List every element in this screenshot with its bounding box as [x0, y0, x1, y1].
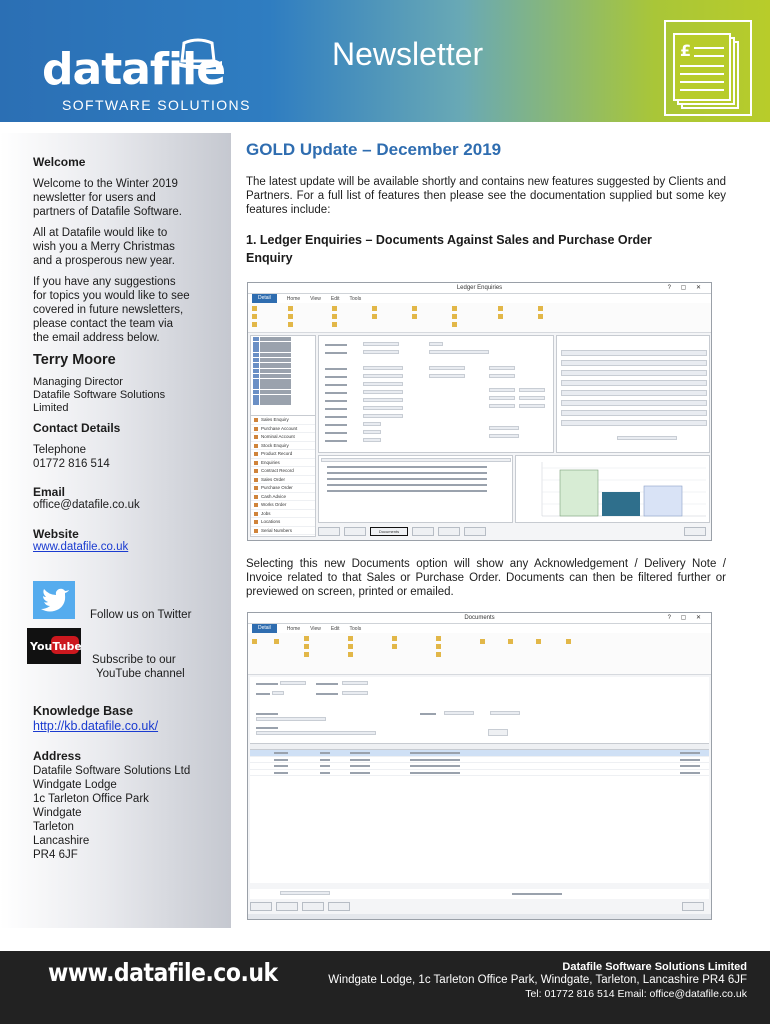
order-chart [515, 455, 710, 523]
welcome-paragraph-1 [33, 177, 182, 219]
ribbon-button[interactable] [304, 644, 338, 650]
chart-bar [560, 470, 598, 516]
form-field[interactable] [280, 681, 306, 685]
ribbon-tab[interactable]: Home [286, 625, 301, 632]
form-field[interactable] [561, 350, 707, 356]
window-title-text: Ledger Enquiries [456, 285, 503, 291]
nav-item[interactable]: Locations [251, 518, 315, 527]
form-field[interactable] [363, 366, 403, 370]
field-label [325, 416, 347, 418]
ribbon-tab[interactable]: Detail [252, 624, 277, 633]
brand-logo: datafile [42, 44, 226, 95]
ribbon-tab[interactable]: Detail [252, 294, 277, 303]
nav-item[interactable]: Purchase Account [251, 425, 315, 434]
ribbon-toolbar [248, 303, 711, 333]
welcome-p2-line: and a prosperous new year. [33, 255, 175, 267]
address-line: Datafile Software Solutions Ltd [33, 765, 191, 777]
ribbon-button[interactable] [304, 636, 338, 642]
nav-item[interactable]: Stock Enquiry [251, 442, 315, 451]
window-controls: ? ▢ ✕ [667, 285, 705, 291]
ribbon-button[interactable] [252, 639, 270, 645]
list-item[interactable] [253, 347, 313, 352]
ribbon-button[interactable] [498, 306, 532, 312]
address-heading: Address [33, 749, 82, 763]
email-address[interactable]: office@datafile.co.uk [33, 499, 140, 511]
address-line: PR4 6JF [33, 849, 78, 861]
nav-item[interactable]: Jobs [251, 510, 315, 519]
ribbon-button[interactable] [538, 314, 572, 320]
documents-description: Selecting this new Documents option will show any Acknowledgement / Delivery Note / Invoice related to that Sales or Purchase Order. Documents can then be filtered further or previewed on screen, printed or emailed. [246, 558, 726, 598]
field-label [325, 368, 347, 370]
grid-row[interactable] [327, 472, 487, 474]
ribbon-button[interactable] [348, 652, 382, 658]
form-field[interactable] [256, 731, 376, 735]
ribbon-button[interactable] [274, 639, 292, 645]
ribbon-button[interactable] [392, 644, 426, 650]
website-label: Website [33, 527, 79, 541]
list-item[interactable] [253, 374, 313, 379]
field-label [512, 893, 562, 895]
footer-contact: Tel: 01772 816 514 Email: office@datafile.co.uk [525, 988, 747, 1000]
form-field[interactable] [429, 374, 465, 378]
field-label [325, 352, 347, 354]
form-field[interactable] [429, 350, 489, 354]
form-field[interactable] [363, 430, 381, 434]
field-label [325, 344, 347, 346]
field-label [316, 693, 338, 695]
form-field[interactable] [363, 406, 403, 410]
welcome-p2-line: wish you a Merry Christmas [33, 241, 175, 253]
form-field[interactable] [489, 434, 519, 438]
form-field[interactable] [489, 396, 515, 400]
form-field[interactable] [363, 342, 399, 346]
section-heading-line: 1. Ledger Enquiries – Documents Against Sales and Purchase Order [246, 233, 652, 247]
person-title [33, 376, 165, 415]
list-item[interactable] [253, 342, 313, 347]
ledger-enquiries-screenshot [247, 282, 712, 541]
field-label [325, 424, 347, 426]
intro-paragraph: The latest update will be available shortly and contains new features suggested by Clients and Partners. For a full list of features then please see the documentation supplied but some key features include: [246, 176, 726, 216]
ribbon-tab[interactable]: Edit [330, 295, 340, 302]
email-label: Email [33, 485, 66, 499]
ribbon-tab[interactable]: Tools [349, 625, 362, 632]
form-field[interactable] [561, 420, 707, 426]
form-field[interactable] [490, 711, 520, 715]
brand-subtitle: SOFTWARE SOLUTIONS [62, 97, 251, 113]
form-field[interactable] [617, 436, 677, 440]
form-field[interactable] [280, 891, 330, 895]
ribbon-button[interactable] [538, 306, 572, 312]
grid-row[interactable] [327, 484, 487, 486]
youtube-icon[interactable] [27, 628, 81, 664]
knowledge-base-heading: Knowledge Base [33, 704, 134, 718]
ribbon-button[interactable] [372, 306, 406, 312]
memo-panel [556, 335, 710, 453]
form-field[interactable] [561, 360, 707, 366]
ribbon-button[interactable] [288, 314, 322, 320]
action-buttons [318, 526, 710, 538]
youtube-text[interactable] [92, 653, 185, 681]
field-label [420, 713, 436, 715]
list-item[interactable] [253, 395, 313, 400]
welcome-p1-line: Welcome to the Winter 2019 [33, 178, 178, 190]
ribbon-button[interactable] [508, 639, 528, 645]
ribbon-button[interactable] [452, 322, 486, 328]
address-line: Tarleton [33, 821, 74, 833]
ribbon-button[interactable] [304, 652, 338, 658]
ribbon-button[interactable] [372, 314, 406, 320]
address-line: Windgate Lodge [33, 779, 117, 791]
twitter-icon[interactable] [33, 581, 75, 619]
ribbon-button[interactable] [332, 322, 366, 328]
form-field[interactable] [489, 426, 519, 430]
article-title: GOLD Update – December 2019 [246, 140, 502, 159]
toolbar-button[interactable] [250, 902, 272, 911]
toolbar-button[interactable] [276, 902, 298, 911]
form-field[interactable] [363, 382, 403, 386]
section-heading-line: Enquiry [246, 251, 293, 265]
youtube-text-line: Subscribe to our [92, 654, 176, 666]
welcome-p3-line: the email address below. [33, 332, 160, 344]
ribbon-button[interactable] [252, 322, 286, 328]
nav-item[interactable]: Serial Numbers [251, 527, 315, 536]
list-item[interactable] [253, 369, 313, 374]
welcome-p2-line: All at Datafile would like to [33, 227, 168, 239]
ribbon-button[interactable] [332, 306, 366, 312]
ribbon-button[interactable] [452, 306, 486, 312]
ribbon-button[interactable] [252, 306, 286, 312]
nav-item[interactable]: Nominal Account [251, 433, 315, 442]
ribbon-button[interactable] [480, 639, 500, 645]
footer-address: Windgate Lodge, 1c Tarleton Office Park, Windgate, Tarleton, Lancashire PR4 6JF [328, 974, 747, 986]
action-buttons [250, 901, 709, 913]
ribbon-button[interactable] [288, 322, 322, 328]
chart-bar [644, 486, 682, 516]
field-label [256, 683, 278, 685]
ribbon-button[interactable] [436, 652, 470, 658]
telephone-label: Telephone [33, 444, 87, 456]
field-label [325, 440, 347, 442]
person-title-line: Managing Director [33, 376, 123, 388]
ribbon-button[interactable] [252, 314, 286, 320]
form-field[interactable] [342, 681, 368, 685]
list-item[interactable] [253, 358, 313, 363]
form-field[interactable] [489, 404, 515, 408]
address-line: Windgate [33, 807, 82, 819]
toolbar-button[interactable] [328, 902, 350, 911]
nav-item[interactable]: Works Order [251, 501, 315, 510]
ribbon-button[interactable] [536, 639, 556, 645]
form-field[interactable] [489, 374, 515, 378]
ribbon-button[interactable] [452, 314, 486, 320]
section-heading [246, 231, 706, 267]
ribbon-button[interactable] [392, 636, 426, 642]
form-field[interactable] [429, 342, 443, 346]
grid-row[interactable] [327, 466, 487, 468]
nav-item[interactable]: Contract Record [251, 467, 315, 476]
nav-item[interactable]: Enquiries [251, 459, 315, 468]
documents-table [250, 743, 709, 883]
chart-bar [602, 492, 640, 516]
welcome-heading: Welcome [33, 155, 86, 169]
field-label [316, 683, 338, 685]
field-label [325, 376, 347, 378]
ribbon-button[interactable] [332, 314, 366, 320]
ribbon-tab[interactable]: Home [286, 295, 301, 302]
form-field[interactable] [519, 404, 545, 408]
person-title-line: Datafile Software Solutions [33, 389, 166, 401]
documents-screenshot [247, 612, 712, 920]
toolbar-button[interactable] [464, 527, 486, 536]
footer-company: Datafile Software Solutions Limited [562, 961, 747, 973]
welcome-p3-line: covered in future newsletters, [33, 304, 184, 316]
form-field[interactable] [561, 380, 707, 386]
ribbon-tab[interactable]: View [310, 295, 321, 302]
youtube-logo-text: YouTube [30, 640, 81, 653]
window-title [248, 283, 711, 294]
website-link[interactable]: www.datafile.co.uk [33, 541, 129, 553]
ribbon-button[interactable] [498, 314, 532, 320]
header-banner [0, 0, 770, 122]
form-field[interactable] [444, 711, 474, 715]
ribbon-toolbar [248, 633, 711, 675]
svg-text:£: £ [680, 41, 692, 60]
toolbar-button[interactable] [412, 527, 434, 536]
form-field[interactable] [561, 400, 707, 406]
nav-item[interactable]: Sales Enquiry [251, 416, 315, 425]
form-field[interactable] [363, 422, 381, 426]
form-field[interactable] [363, 438, 381, 442]
status-bar [248, 914, 712, 919]
field-label [256, 727, 278, 729]
welcome-p1-line: newsletter for users and [33, 192, 156, 204]
twitter-text[interactable]: Follow us on Twitter [90, 609, 192, 621]
toolbar-button[interactable] [302, 902, 324, 911]
grid-header [321, 458, 511, 462]
form-field[interactable] [363, 374, 403, 378]
field-label [256, 693, 270, 695]
knowledge-base-link[interactable]: http://kb.datafile.co.uk/ [33, 719, 159, 733]
close-button[interactable] [682, 902, 704, 911]
ribbon-button[interactable] [412, 314, 446, 320]
welcome-paragraph-3 [33, 275, 190, 345]
address-line: 1c Tarleton Office Park [33, 793, 149, 805]
address-block [33, 764, 190, 862]
newsletter-title: Newsletter [332, 36, 484, 72]
list-item[interactable] [253, 353, 313, 358]
ribbon-button[interactable] [412, 306, 446, 312]
documents-grid [318, 455, 513, 523]
list-item[interactable] [253, 337, 313, 342]
form-field[interactable] [363, 414, 403, 418]
welcome-p1-line: partners of Datafile Software. [33, 206, 182, 218]
field-label [325, 432, 347, 434]
window-title [248, 613, 711, 624]
ribbon-button[interactable] [436, 644, 470, 650]
documents-button[interactable]: Documents [370, 527, 408, 536]
document-icon [664, 20, 752, 116]
list-item[interactable] [253, 363, 313, 368]
form-field[interactable] [256, 717, 326, 721]
navigation-panel [250, 415, 316, 537]
table-footer [250, 889, 709, 899]
grid-row[interactable] [327, 490, 487, 492]
field-label [256, 713, 278, 715]
table-row[interactable] [250, 770, 709, 777]
order-details-form [318, 335, 554, 453]
ribbon-button[interactable] [436, 636, 470, 642]
welcome-p3-line: If you have any suggestions [33, 276, 176, 288]
list-item[interactable] [253, 390, 313, 395]
toolbar-button[interactable] [438, 527, 460, 536]
nav-item[interactable]: Sales Order [251, 476, 315, 485]
form-field[interactable] [561, 370, 707, 376]
telephone-number[interactable]: 01772 816 514 [33, 458, 110, 470]
welcome-p3-line: please contact the team via [33, 318, 173, 330]
welcome-paragraph-2 [33, 226, 175, 268]
window-controls: ? ▢ ✕ [667, 615, 705, 621]
ribbon-tab[interactable]: View [310, 625, 321, 632]
form-field[interactable] [519, 388, 545, 392]
ribbon-button[interactable] [566, 639, 586, 645]
close-button[interactable] [684, 527, 706, 536]
ribbon-tabs [248, 294, 711, 303]
youtube-text-line: YouTube channel [96, 668, 185, 680]
form-field[interactable] [363, 390, 403, 394]
form-field[interactable] [489, 366, 515, 370]
field-label [325, 400, 347, 402]
field-label [325, 408, 347, 410]
person-title-line: Limited [33, 402, 69, 414]
form-field[interactable] [519, 396, 545, 400]
field-label [325, 384, 347, 386]
list-item[interactable] [253, 384, 313, 389]
ribbon-tab[interactable]: Edit [330, 625, 340, 632]
list-item[interactable] [253, 379, 313, 384]
footer-website[interactable]: www.datafile.co.uk [48, 959, 278, 988]
form-field[interactable] [342, 691, 368, 695]
nav-item[interactable]: Product Record [251, 450, 315, 459]
form-field[interactable] [363, 398, 403, 402]
field-label [325, 392, 347, 394]
welcome-p3-line: for topics you would like to see [33, 290, 190, 302]
form-field[interactable] [561, 390, 707, 396]
form-field[interactable] [272, 691, 284, 695]
ribbon-tab[interactable]: Tools [349, 295, 362, 302]
form-field[interactable] [363, 350, 399, 354]
form-field[interactable] [561, 410, 707, 416]
ribbon-tabs [248, 624, 711, 633]
ribbon-button[interactable] [288, 306, 322, 312]
apply-button[interactable] [488, 729, 508, 736]
person-name: Terry Moore [33, 352, 116, 368]
ribbon-button[interactable] [348, 636, 382, 642]
address-line: Lancashire [33, 835, 90, 847]
ribbon-button[interactable] [348, 644, 382, 650]
toolbar-button[interactable] [318, 527, 340, 536]
list-item[interactable] [253, 400, 313, 405]
nav-item[interactable]: Purchase Order [251, 484, 315, 493]
nav-item[interactable]: Cash Advice [251, 493, 315, 502]
toolbar-button[interactable] [344, 527, 366, 536]
contact-heading: Contact Details [33, 421, 121, 435]
form-field[interactable] [489, 388, 515, 392]
grid-row[interactable] [327, 478, 487, 480]
form-field[interactable] [429, 366, 465, 370]
window-title-text: Documents [464, 615, 495, 621]
